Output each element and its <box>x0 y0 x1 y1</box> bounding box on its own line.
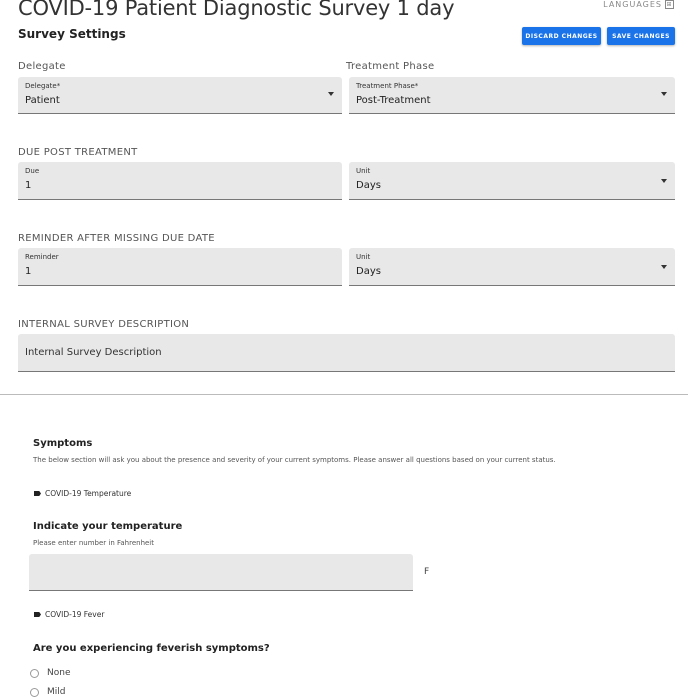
reminder-unit-value: Days <box>356 266 381 277</box>
delegate-select[interactable] <box>18 77 342 114</box>
tag-fever-label: COVID-19 Fever <box>45 610 105 619</box>
treatment-phase-select[interactable] <box>349 77 675 114</box>
section-title: Symptoms <box>33 438 93 449</box>
delegate-heading: Delegate <box>18 61 66 72</box>
reminder-input-label: Reminder <box>25 253 59 261</box>
description-placeholder: Internal Survey Description <box>25 347 162 358</box>
tag-icon <box>34 612 41 617</box>
due-input-label: Due <box>25 167 40 175</box>
due-unit-label: Unit <box>356 167 371 175</box>
reminder-input-value: 1 <box>25 266 32 277</box>
languages-toggle[interactable] <box>603 0 674 9</box>
due-unit-select[interactable] <box>349 162 675 200</box>
reminder-unit-label: Unit <box>356 253 371 261</box>
due-input[interactable] <box>18 162 342 200</box>
radio-option-none[interactable] <box>30 668 70 678</box>
tag-temperature-label: COVID-19 Temperature <box>45 489 132 498</box>
settings-title: Survey Settings <box>18 27 126 41</box>
chevron-down-icon <box>328 92 334 96</box>
question-temperature: Indicate your temperature <box>33 521 183 532</box>
question-temperature-hint: Please enter number in Fahrenheit <box>33 539 154 547</box>
radio-circle-icon <box>30 669 39 678</box>
chevron-down-icon <box>661 265 667 269</box>
radio-circle-icon <box>30 688 39 697</box>
due-input-value: 1 <box>25 180 32 191</box>
treatment-phase-heading: Treatment Phase <box>346 61 435 72</box>
description-heading: INTERNAL SURVEY DESCRIPTION <box>18 319 190 330</box>
tag-fever <box>34 610 104 619</box>
treatment-phase-select-value: Post-Treatment <box>356 95 431 106</box>
reminder-heading: REMINDER AFTER MISSING DUE DATE <box>18 233 215 244</box>
languages-label: LANGUAGES <box>603 0 662 9</box>
survey-preview <box>0 395 688 695</box>
temperature-input[interactable] <box>29 554 413 591</box>
translate-icon: ⊞ <box>666 1 673 8</box>
tag-icon <box>34 491 41 496</box>
question-fever: Are you experiencing feverish symptoms? <box>33 643 270 654</box>
tag-temperature <box>34 489 131 498</box>
reminder-input[interactable] <box>18 248 342 286</box>
temperature-unit: F <box>424 567 430 577</box>
save-changes-button[interactable]: SAVE CHANGES <box>607 27 675 45</box>
chevron-down-icon <box>661 179 667 183</box>
section-description: The below section will ask you about the presence and severity of your current symptoms. Please answer all questions based on your current status. <box>33 456 556 464</box>
delegate-select-value: Patient <box>25 95 60 106</box>
radio-option-label: None <box>47 668 71 678</box>
description-input[interactable] <box>18 334 675 372</box>
chevron-down-icon <box>661 92 667 96</box>
discard-changes-button[interactable]: DISCARD CHANGES <box>522 27 601 45</box>
due-unit-value: Days <box>356 180 381 191</box>
radio-option-mild[interactable] <box>30 687 65 697</box>
page-title: COVID-19 Patient Diagnostic Survey 1 day <box>18 0 455 20</box>
delegate-select-label: Delegate* <box>25 82 61 90</box>
treatment-phase-select-label: Treatment Phase* <box>356 82 419 90</box>
due-heading: DUE POST TREATMENT <box>18 147 138 158</box>
reminder-unit-select[interactable] <box>349 248 675 286</box>
radio-option-label: Mild <box>47 687 66 697</box>
